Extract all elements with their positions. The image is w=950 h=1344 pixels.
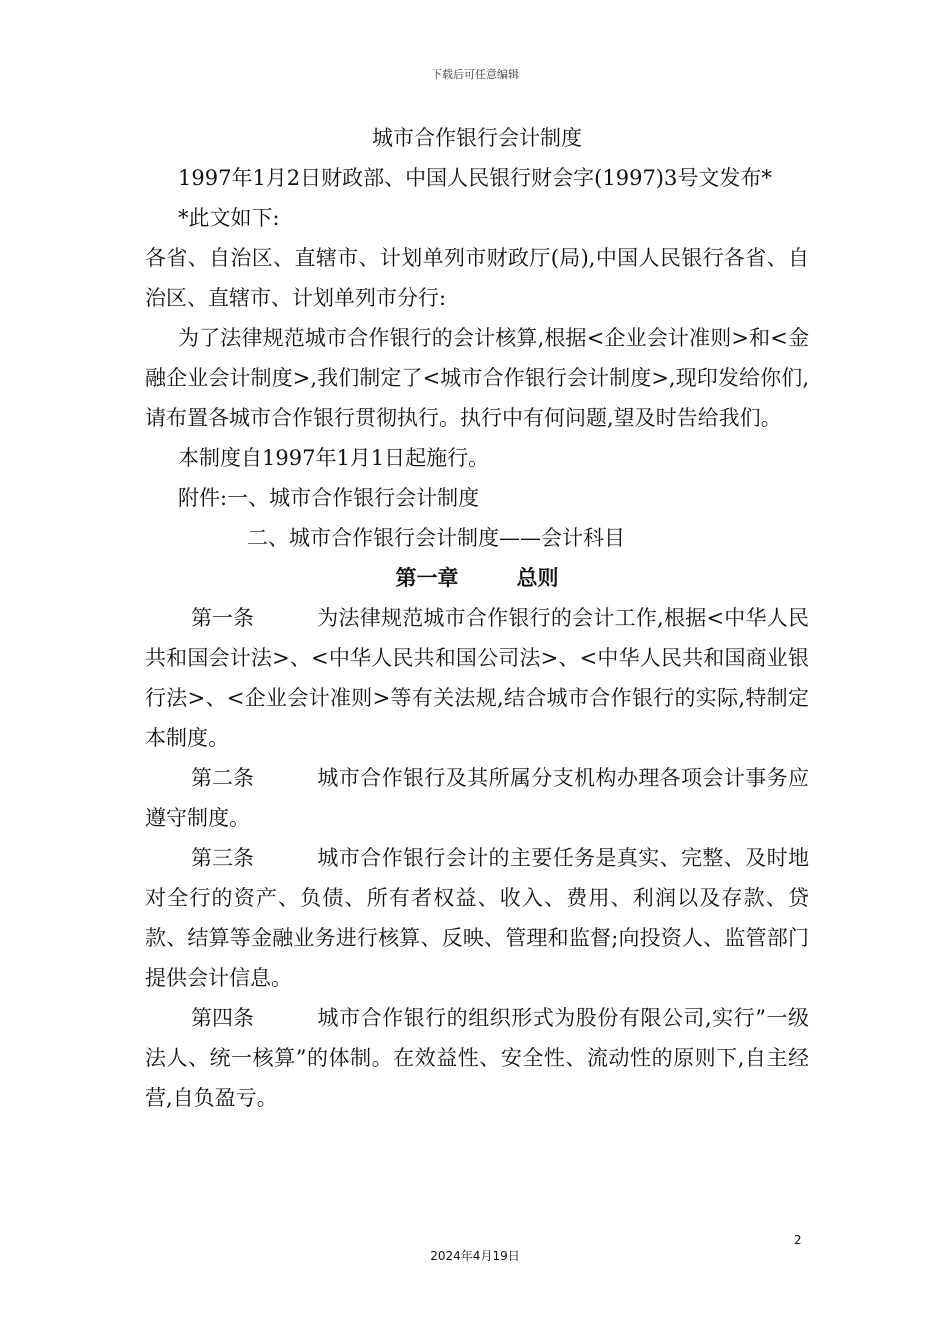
article [145, 758, 809, 838]
effective-date: 本制度自1997年1月1日起施行。 [178, 446, 490, 470]
article-text: 城市合作银行及其所属分支机构办理各项会计事务应遵守制度。 [145, 766, 809, 830]
article [145, 998, 809, 1118]
notice-intro: *此文如下: [178, 206, 280, 230]
document-title: 城市合作银行会计制度 [372, 126, 582, 150]
chapter-title: 总则 [516, 566, 559, 590]
article-text: 城市合作银行的组织形式为股份有限公司,实行”一级法人、统一核算”的体制。在效益性、安全性、流动性的原则下,自主经营,自负盈亏。 [145, 1006, 809, 1110]
article-number: 第一条 [191, 606, 254, 630]
attachment-1: 附件:一、城市合作银行会计制度 [178, 486, 480, 510]
page-number: 2 [794, 1233, 802, 1247]
article [145, 598, 809, 758]
article [145, 838, 809, 998]
article-text: 为法律规范城市合作银行的会计工作,根据<中华人民共和国会计法>、<中华人民共和国公司法>、<中华人民共和国商业银行法>、<企业会计准则>等有关法规,结合城市合作银行的实际,特制定本制度。 [145, 606, 809, 750]
article-number: 第三条 [191, 846, 254, 870]
footer-date: 2024年4月19日 [430, 1249, 520, 1263]
chapter-heading [145, 558, 809, 598]
article-text: 城市合作银行会计的主要任务是真实、完整、及时地对全行的资产、负债、所有者权益、收入、费用、利润以及存款、贷款、结算等金融业务进行核算、反映、管理和监督;向投资人、监管部门提供会计信息。 [145, 846, 809, 990]
addressees: 各省、自治区、直辖市、计划单列市财政厅(局),中国人民银行各省、自治区、直辖市、计划单列市分行: [145, 246, 809, 310]
article-number: 第四条 [191, 1006, 254, 1030]
body-paragraph: 为了法律规范城市合作银行的会计核算,根据<企业会计准则>和<金融企业会计制度>,我们制定了<城市合作银行会计制度>,现印发给你们,请布置各城市合作银行贯彻执行。执行中有何问题,望及时告给我们。 [145, 326, 809, 430]
document-body [145, 118, 809, 1118]
issued-line: 1997年1月2日财政部、中国人民银行财会字(1997)3号文发布* [178, 166, 772, 190]
header-note: 下载后可任意编辑 [431, 68, 519, 81]
article-number: 第二条 [191, 766, 254, 790]
attachment-2: 二、城市合作银行会计制度——会计科目 [247, 526, 625, 550]
chapter-number: 第一章 [395, 566, 459, 590]
